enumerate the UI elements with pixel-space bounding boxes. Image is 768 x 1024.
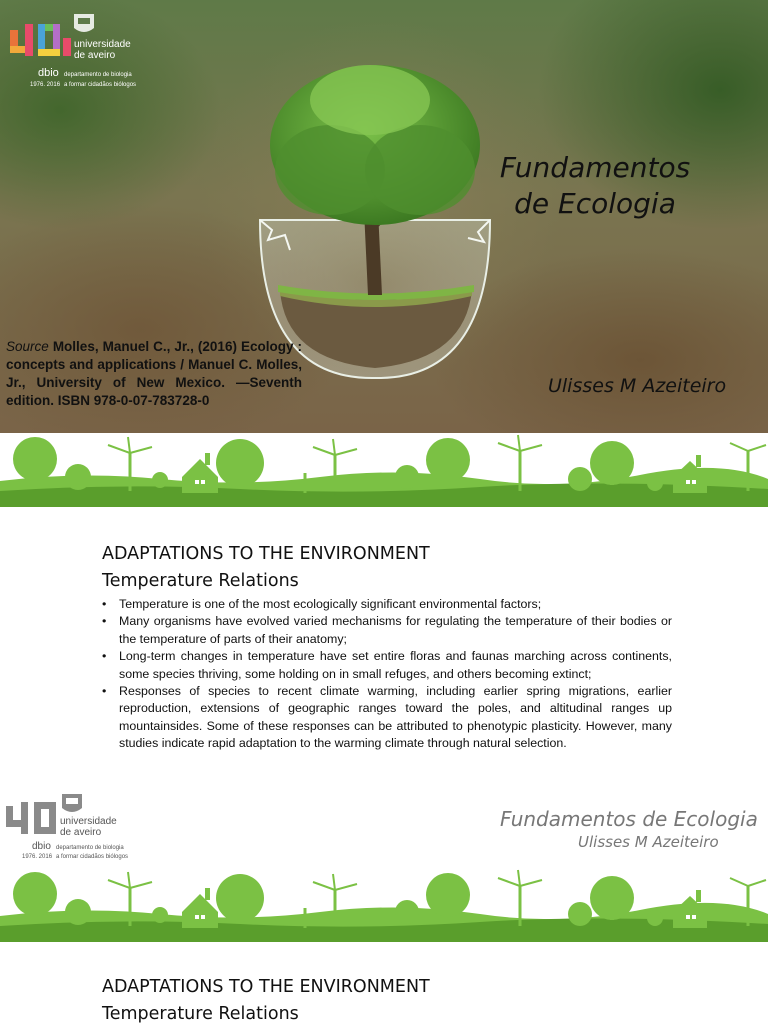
list-item: • Many organisms have evolved varied mechanisms for regulating the temperature of their bodies or the temperature of parts of their anatomy; [102,613,672,648]
cover-author: Ulisses M Azeiteiro [548,375,727,397]
footer-author: Ulisses M Azeiteiro [578,833,719,851]
list-item: • Responses of species to recent climate warming, including earlier spring migrations, earlier reproduction, extensions of geographic ranges toward the poles, and altitudinal ranges up mountainsides. Some of these responses can be attributed to phenotypic plasticity. However, many studies indicate rapid adaptation to the warming climate through natural selection. [102,683,672,753]
footer-course-title: Fundamentos de Ecologia [500,807,758,831]
cover-title-line1: Fundamentos [499,151,691,184]
footer-logo-university-line2: de aveiro [60,827,102,838]
section-title: ADAPTATIONS TO THE ENVIRONMENT [102,544,430,564]
green-landscape-banner [0,433,768,507]
footer-logo-years: 1976. 2016 [22,854,53,860]
logo-years: 1976. 2016 [30,82,61,88]
logo-university-line1: universidade [74,39,131,50]
section-subtitle: Temperature Relations [102,1004,299,1024]
logo-dbio: dbio [38,67,59,79]
cover-slide [0,0,768,433]
university-logo [8,10,198,94]
source-reference: Molles, Manuel C., Jr., (2016) Ecology : concepts and applications / Manuel C. Molles, Jr., University of New Mexico. —Seventh edition. ISBN 978-0-07-783728-0 [6,339,302,408]
logo-university-line2: de aveiro [74,50,116,61]
landscape-illustration [0,433,768,507]
footer-logo-dept: departamento de biologia [56,845,124,851]
source-label: Source [6,339,49,354]
landscape-illustration [0,868,768,942]
footer-logo-tagline: a formar cidadãos biólogos [56,854,129,860]
logo-dept: departamento de biologia [64,72,132,78]
logo-tagline: a formar cidadãos biólogos [64,82,137,88]
footer-logo-university-line1: universidade [60,816,117,827]
cover-title [470,150,720,222]
bullet-list [102,596,672,753]
section-title: ADAPTATIONS TO THE ENVIRONMENT [102,977,430,997]
list-item: • Long-term changes in temperature have set entire floras and faunas marching across continents, some species thriving, some holding on in small refuges, and others becoming extinct; [102,648,672,683]
section-subtitle: Temperature Relations [102,571,299,591]
list-item: • Temperature is one of the most ecologically significant environmental factors; [102,596,672,613]
cover-title-line2: de Ecologia [514,187,676,220]
green-landscape-banner [0,868,768,942]
source-citation [6,338,302,410]
footer-logo-dbio: dbio [32,841,51,852]
footer-university-logo [6,792,166,862]
